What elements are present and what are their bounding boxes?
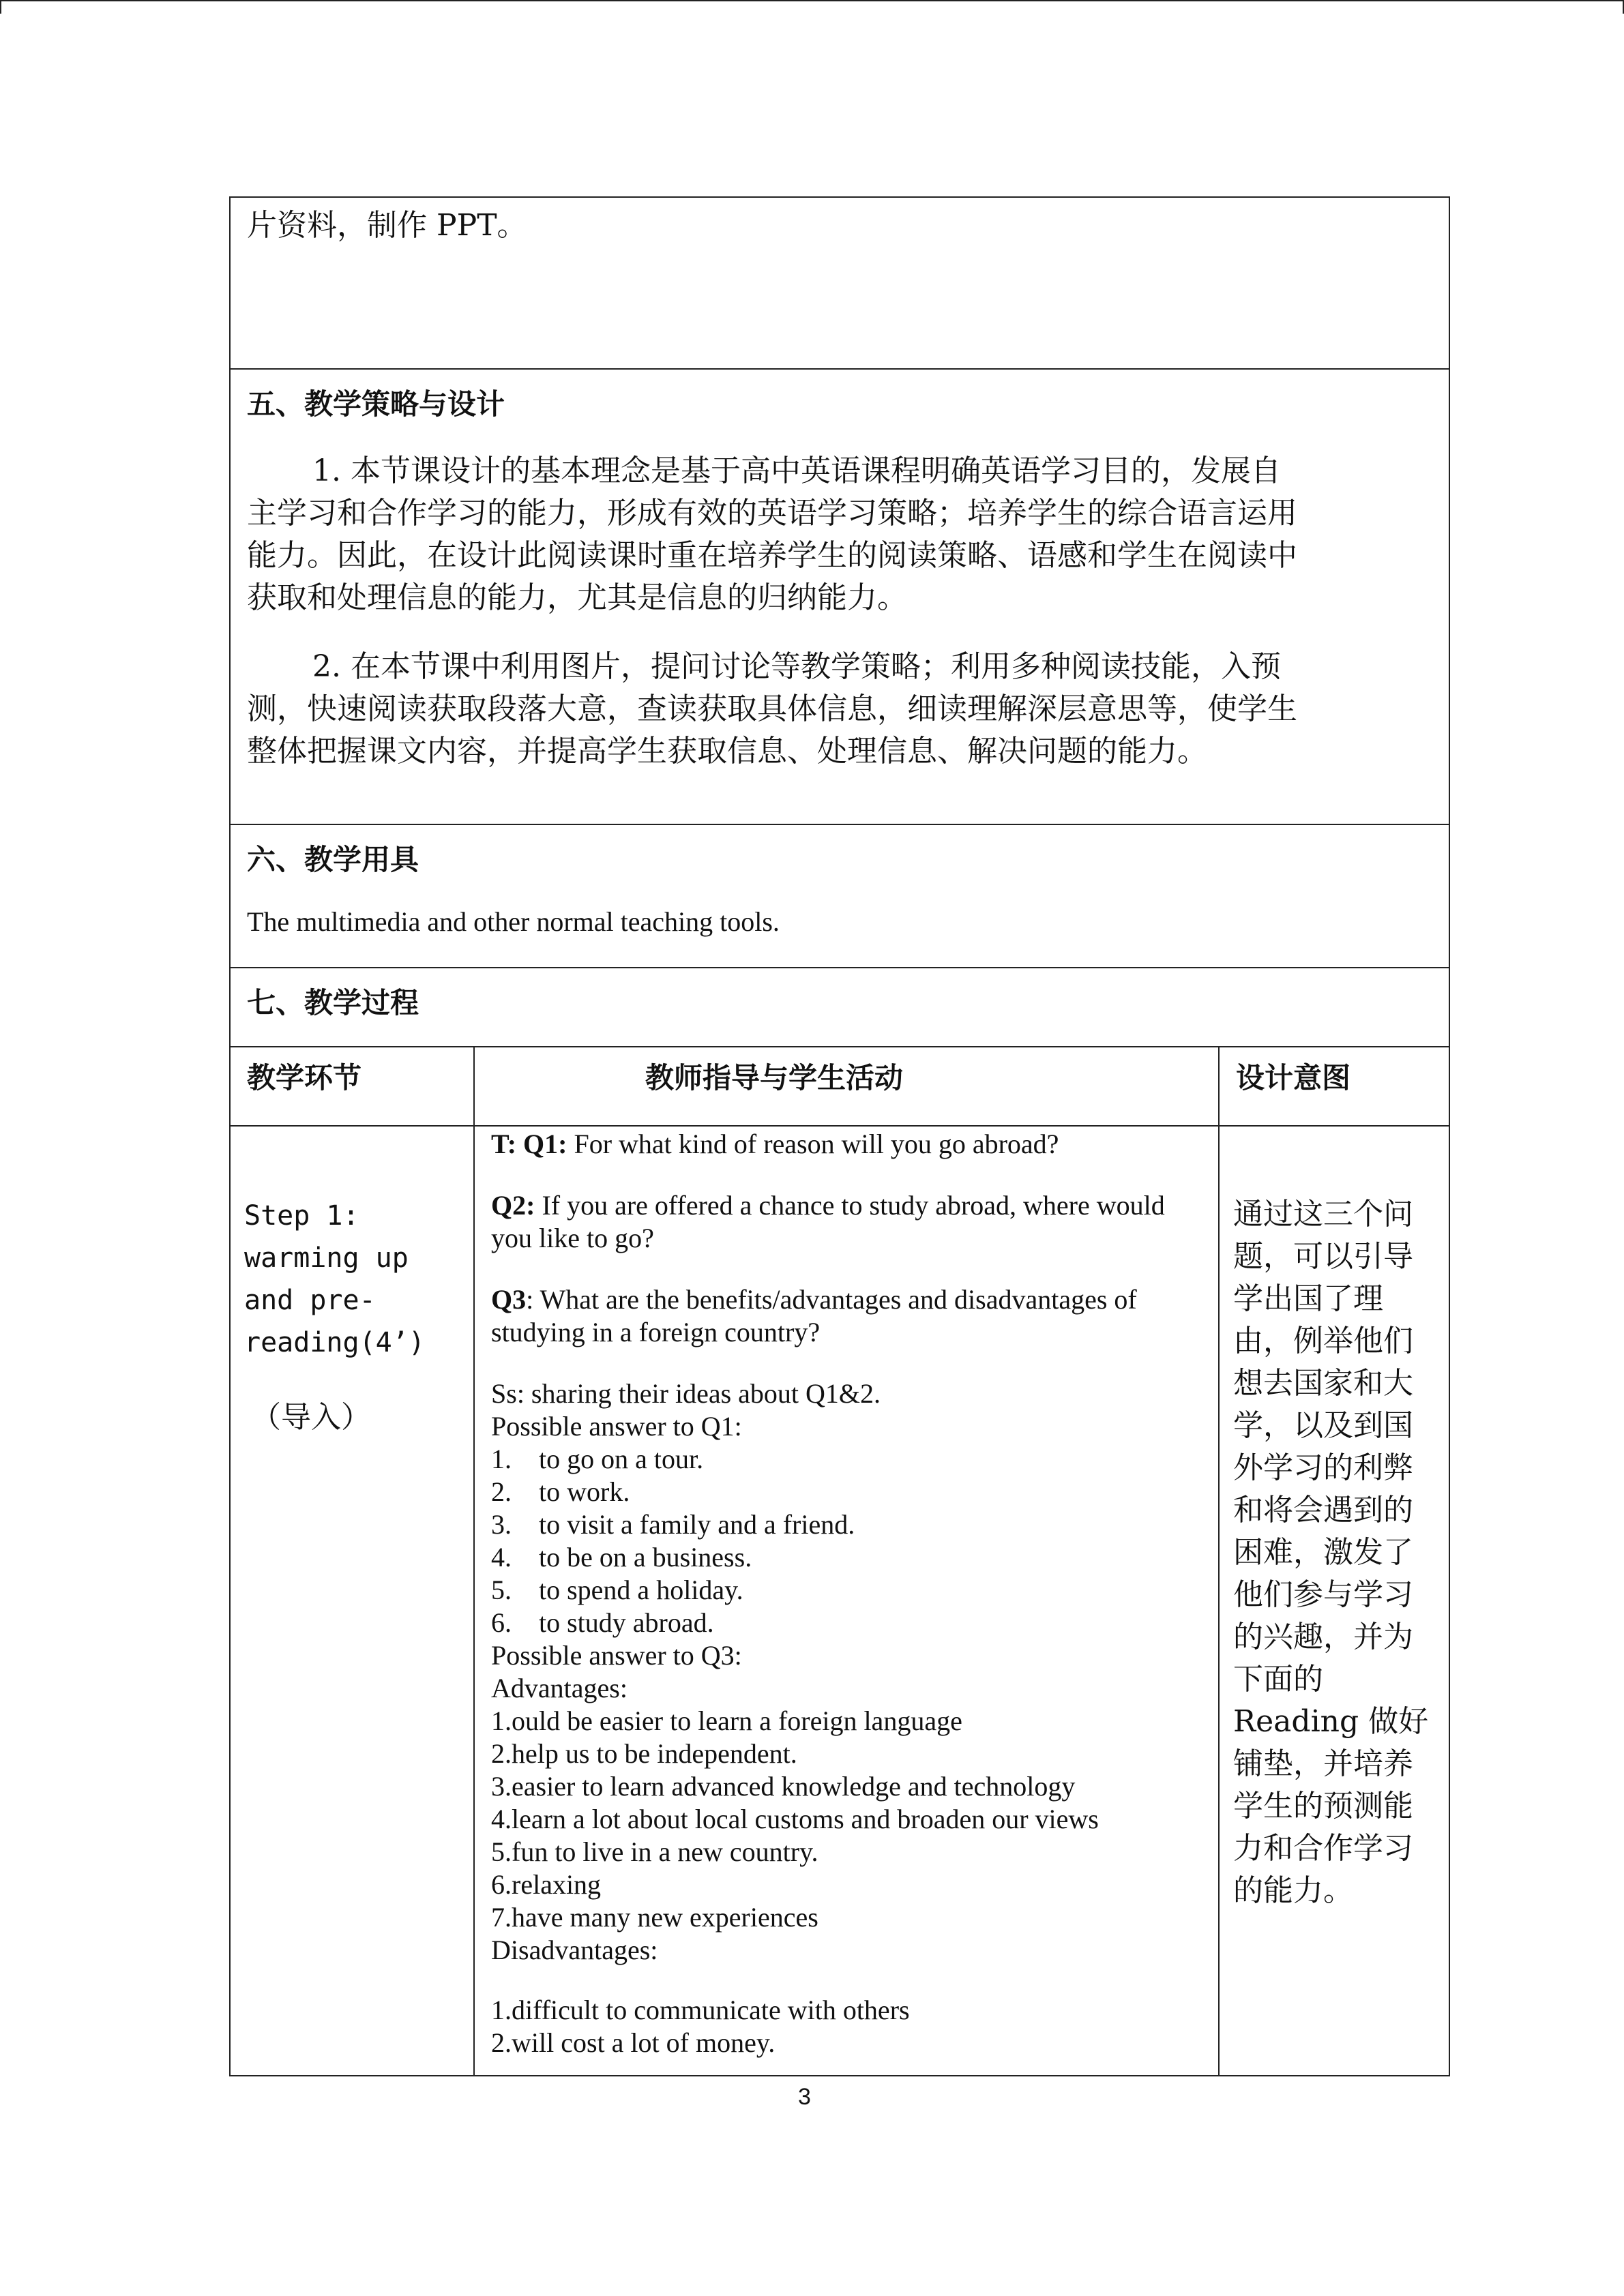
intent-line: 困难，激发了	[1233, 1535, 1413, 1570]
header-activity: 教师指导与学生活动	[645, 1061, 904, 1094]
list-number: 5.	[491, 1575, 512, 1605]
intent-line: 想去国家和大	[1233, 1366, 1413, 1401]
share-text: Ss: sharing their ideas about Q1&2.	[491, 1378, 881, 1409]
intent-cell	[1218, 1125, 1450, 2076]
advantage-item: 7.have many new experiences	[491, 1902, 818, 1933]
intent-line: 力和合作学习	[1233, 1831, 1413, 1866]
advantage-item: 1.ould be easier to learn a foreign language	[491, 1705, 962, 1736]
question-1	[491, 1128, 1200, 1161]
list-text: to go on a tour.	[539, 1444, 704, 1474]
step-line: reading(4’)	[244, 1327, 425, 1358]
advantage-item: 3.easier to learn advanced knowledge and technology	[491, 1771, 1076, 1802]
header-intent: 设计意图	[1236, 1061, 1351, 1094]
intent-line: 由，例举他们	[1233, 1324, 1413, 1358]
list-item	[491, 1508, 1200, 1541]
q1-label: T: Q1:	[491, 1129, 567, 1159]
intent-line: 学，以及到国	[1233, 1408, 1413, 1443]
section5-paragraph-2	[247, 646, 1434, 773]
list-number: 2.	[491, 1476, 512, 1507]
list-item	[491, 1541, 1200, 1574]
intent-line: 的兴趣，并为	[1233, 1620, 1413, 1654]
list-item	[491, 1476, 1200, 1508]
intent-line: 外学习的利弊	[1233, 1450, 1413, 1485]
section5-paragraph-1	[247, 450, 1434, 619]
q2-text: If you are offered a chance to study abroad, where would you like to go?	[491, 1190, 1165, 1253]
intent-line: 和将会遇到的	[1233, 1493, 1413, 1527]
list-number: 4.	[491, 1542, 512, 1572]
q3-answer-title: Possible answer to Q3:	[491, 1640, 742, 1671]
list-text: to be on a business.	[539, 1542, 752, 1572]
step-line: warming up	[244, 1242, 409, 1274]
activity-content	[491, 1128, 1200, 2059]
p1-line: 获取和处理信息的能力，尤其是信息的归纳能力。	[247, 580, 907, 615]
intent-line: Reading 做好	[1233, 1704, 1429, 1739]
question-2	[491, 1189, 1200, 1255]
intent-line: 学生的预测能	[1233, 1789, 1413, 1823]
intent-line: 下面的	[1233, 1662, 1323, 1697]
p1-line: 主学习和合作学习的能力，形成有效的英语学习策略；培养学生的综合语言运用	[247, 496, 1297, 531]
page-top-border	[0, 0, 1624, 1]
header-cell-intent	[1218, 1046, 1450, 1127]
intent-line: 他们参与学习	[1233, 1577, 1413, 1612]
question-3	[491, 1283, 1200, 1349]
p1-line: 1. 本节课设计的基本理念是基于高中英语课程明确英语学习目的，发展自	[312, 453, 1281, 488]
disadvantage-item: 1.difficult to communicate with others	[491, 1995, 910, 2025]
list-item	[491, 1607, 1200, 1639]
section6-cell	[229, 824, 1450, 968]
list-item	[491, 1574, 1200, 1607]
advantage-item: 4.learn a lot about local customs and broaden our views	[491, 1804, 1099, 1834]
intent-line: 的能力。	[1233, 1873, 1353, 1908]
step-note: （导入）	[251, 1400, 371, 1435]
list-item	[491, 1443, 1200, 1476]
advantages-title: Advantages:	[491, 1673, 628, 1703]
intent-line: 通过这三个问	[1233, 1197, 1413, 1232]
q1-answer-title: Possible answer to Q1:	[491, 1411, 742, 1442]
page-left-border	[0, 0, 1, 14]
q3-text: : What are the benefits/advantages and disadvantages of studying in a foreign country?	[491, 1284, 1137, 1347]
list-text: to visit a family and a friend.	[539, 1509, 855, 1540]
step-cell	[229, 1125, 475, 2076]
continuation-cell	[229, 196, 1450, 370]
intent-line: 题，可以引导	[1233, 1239, 1413, 1274]
p2-line: 整体把握课文内容，并提高学生获取信息、处理信息、解决问题的能力。	[247, 734, 1207, 769]
q1-text: For what kind of reason will you go abroad?	[567, 1129, 1059, 1159]
list-text: to work.	[539, 1476, 630, 1507]
q2-label: Q2:	[491, 1190, 535, 1221]
activity-cell	[473, 1125, 1220, 2076]
intent-text	[1233, 1193, 1445, 1912]
intent-line: 铺垫，并培养	[1233, 1746, 1413, 1781]
section5-title: 五、教学策略与设计	[247, 387, 505, 421]
p2-line: 测，快速阅读获取段落大意，查读获取具体信息，细读理解深层意思等，使学生	[247, 691, 1297, 726]
step-line: and pre-	[244, 1285, 376, 1316]
header-cell-activity	[473, 1046, 1220, 1127]
page-number: 3	[798, 2084, 811, 2110]
header-step: 教学环节	[247, 1061, 362, 1094]
p2-line: 2. 在本节课中利用图片，提问讨论等教学策略；利用多种阅读技能，入预	[312, 649, 1281, 684]
list-text: to study abroad.	[539, 1607, 714, 1638]
section7-title: 七、教学过程	[247, 986, 419, 1019]
disadvantage-item: 2.will cost a lot of money.	[491, 2027, 776, 2058]
section6-title: 六、教学用具	[247, 843, 419, 876]
advantage-item: 6.relaxing	[491, 1869, 602, 1900]
section5-cell	[229, 368, 1450, 825]
list-text: to spend a holiday.	[539, 1575, 743, 1605]
advantage-item: 5.fun to live in a new country.	[491, 1836, 818, 1867]
section6-text: The multimedia and other normal teaching tools.	[247, 906, 780, 937]
list-number: 3.	[491, 1509, 512, 1540]
advantage-item: 2.help us to be independent.	[491, 1738, 797, 1769]
step-line: Step 1:	[244, 1200, 359, 1232]
list-number: 1.	[491, 1444, 512, 1474]
list-number: 6.	[491, 1607, 512, 1638]
step-label	[244, 1195, 425, 1364]
p1-line: 能力。因此，在设计此阅读课时重在培养学生的阅读策略、语感和学生在阅读中	[247, 538, 1297, 573]
continuation-text: 片资料，制作 PPT。	[247, 208, 527, 243]
q3-label: Q3	[491, 1284, 527, 1315]
intent-line: 学出国了理	[1233, 1281, 1383, 1316]
disadvantages-title: Disadvantages:	[491, 1935, 658, 1965]
section7-title-cell	[229, 967, 1450, 1047]
header-cell-step	[229, 1046, 475, 1127]
